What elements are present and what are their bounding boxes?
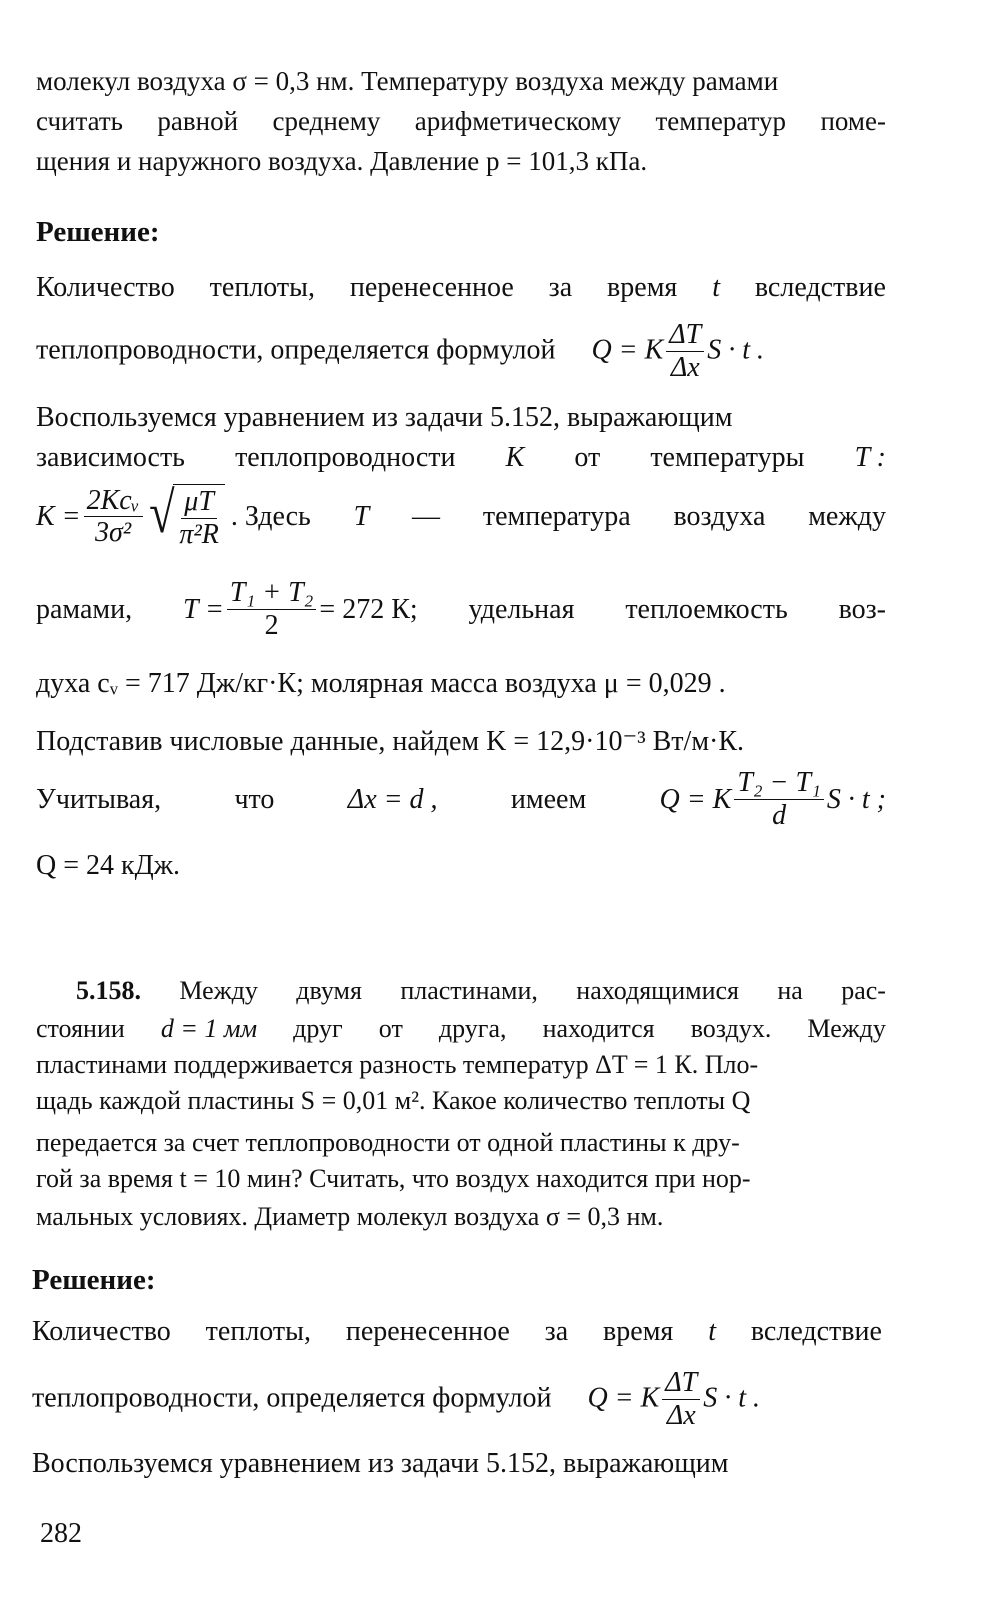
formula-fraction: $\frac{\text{T₁ + T₂}}{2}$ xyxy=(227,578,317,642)
formula-lhs: K = xyxy=(36,501,81,533)
text-line: стоянии d = 1 мм друг от друга, находится воздух. Между xyxy=(36,1014,886,1043)
formula-lhs: Q = K xyxy=(587,1382,660,1414)
formula-rhs: S · t . xyxy=(703,1382,761,1414)
formula-rhs: S · t . xyxy=(707,334,765,366)
answer-line: Q = 24 кДж. xyxy=(36,850,181,881)
formula-lhs: Q = K xyxy=(659,783,732,815)
text-line: Подставив числовые данные, найдем K = 12,9·10⁻³ Вт/м·К. xyxy=(36,726,745,757)
text-line: пластинами поддерживается разность температур ΔT = 1 К. Пло- xyxy=(36,1050,759,1079)
text-line: Воспользуемся уравнением из задачи 5.152, выражающим xyxy=(36,402,733,433)
solution-heading: Решение: xyxy=(32,1264,156,1296)
text-line: молекул воздуха σ = 0,3 нм. Температуру воздуха между рамами xyxy=(36,66,779,96)
text-line: мальных условиях. Диаметр молекул воздуха σ = 0,3 нм. xyxy=(36,1202,664,1231)
text-line: щения и наружного воздуха. Давление p = 101,3 кПа. xyxy=(36,146,648,176)
page-number: 282 xyxy=(40,1518,82,1549)
text-line-with-formula: рамами, T = $\frac{\text{T₁ + T₂}}{2}$ = 272 К; удельная теплоемкость воз- xyxy=(36,577,886,641)
text-line: Количество теплоты, перенесенное за время t вследствие xyxy=(36,272,886,303)
text-line-with-formula: K = $\frac{\text{2Kcᵥ}}{\text{3σ²}}$ √ $\frac{\mu T}{\text{π²R}}$ . Здесь T — температура воздуха между xyxy=(36,480,886,550)
text-line: Количество теплоты, перенесенное за время t вследствие xyxy=(32,1316,882,1347)
formula-fraction: $\frac{\Delta T}{\Delta x}$ xyxy=(662,1368,700,1432)
text-line: передается за счет теплопроводности от одной пластины к дру- xyxy=(36,1128,740,1157)
text-line: 5.158. Между двумя пластинами, находящимися на рас- xyxy=(76,976,886,1005)
formula-lhs: Q = K xyxy=(591,334,664,366)
text-line: гой за время t = 10 мин? Считать, что воздух находится при нор- xyxy=(36,1164,751,1193)
text-line: щадь каждой пластины S = 0,01 м². Какое количество теплоты Q xyxy=(36,1086,751,1115)
text-line-with-formula: теплопроводности, определяется формулой Q = K $\frac{\Delta T}{\Delta x}$ S · t . xyxy=(36,319,765,383)
sqrt-symbol: √ $\frac{\mu T}{\text{π²R}}$ xyxy=(146,484,225,551)
formula-rhs: S · t ; xyxy=(826,783,886,815)
text-line: зависимость теплопроводности K от температуры T : xyxy=(36,442,886,473)
formula-fraction: $\frac{\mu T}{\text{π²R}}$ xyxy=(179,486,219,550)
solution-heading: Решение: xyxy=(36,216,160,248)
text-line: Воспользуемся уравнением из задачи 5.152, выражающим xyxy=(32,1448,729,1479)
formula-fraction: $\frac{\Delta T}{\Delta x}$ xyxy=(666,320,704,384)
problem-number: 5.158. xyxy=(76,976,141,1005)
text-line: духа cᵥ = 717 Дж/кг·К; молярная масса воздуха μ = 0,029 . xyxy=(36,668,726,699)
text-line: считать равной среднему арифметическому температур поме- xyxy=(36,106,886,136)
formula-fraction: $\frac{\text{2Kcᵥ}}{\text{3σ²}}$ xyxy=(84,486,143,550)
text-line-with-formula: Учитывая, что Δx = d , имеем Q = K $\frac{\text{T₂ − T₁}}{d}$ S · t ; xyxy=(36,767,886,831)
formula-fraction: $\frac{\text{T₂ − T₁}}{d}$ xyxy=(734,768,824,832)
text-line-with-formula: теплопроводности, определяется формулой Q = K $\frac{\Delta T}{\Delta x}$ S · t . xyxy=(32,1367,761,1431)
